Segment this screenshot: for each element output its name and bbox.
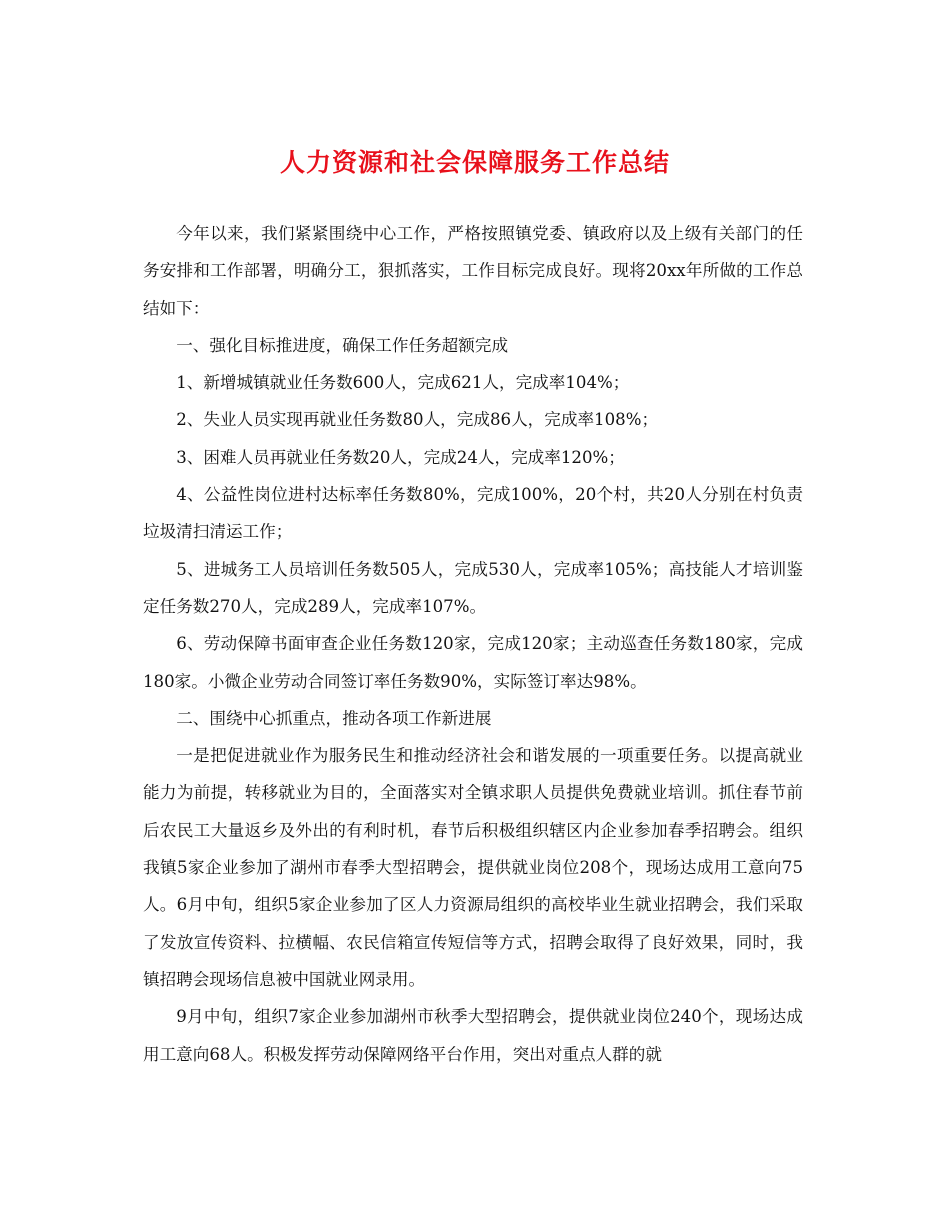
- document-body: [143, 215, 803, 1073]
- list-item-4: 4、公益性岗位进村达标率任务数80%，完成100%，20个村，共20人分别在村负责垃圾清扫清运工作；: [143, 485, 803, 542]
- paragraph-september: 9月中旬，组织7家企业参加湖州市秋季大型招聘会，提供就业岗位240个，现场达成用工意向68人。积极发挥劳动保障网络平台作用，突出对重点人群的就: [143, 1007, 803, 1064]
- list-item-3: 3、困难人员再就业任务数20人，完成24人，完成率120%；: [176, 447, 625, 467]
- paragraph-intro: 今年以来，我们紧紧围绕中心工作，严格按照镇党委、镇政府以及上级有关部门的任务安排和工作部署，明确分工，狠抓落实，工作目标完成良好。现将20xx年所做的工作总结如下：: [143, 224, 803, 318]
- document-title: 人力资源和社会保障服务工作总结: [279, 148, 670, 177]
- list-item-1: 1、新增城镇就业任务数600人，完成621人，完成率104%；: [176, 373, 630, 393]
- paragraph-employment: 一是把促进就业作为服务民生和推动经济社会和谐发展的一项重要任务。以提高就业能力为前提，转移就业为目的，全面落实对全镇求职人员提供免费就业培训。抓住春节前后农民工大量返乡及外出的有利时机，春节后积极组织辖区内企业参加春季招聘会。组织我镇5家企业参加了湖州市春季大型招聘会，提供就业岗位208个，现场达成用工意向75人。6月中旬，组织5家企业参加了区人力资源局组织的高校毕业生就业招聘会，我们采取了发放宣传资料、拉横幅、农民信箱宣传短信等方式，招聘会取得了良好效果，同时，我镇招聘会现场信息被中国就业网录用。: [143, 746, 803, 989]
- list-item-6: 6、劳动保障书面审查企业任务数120家，完成120家；主动巡查任务数180家，完成180家。小微企业劳动合同签订率任务数90%，实际签订率达98%。: [143, 634, 803, 691]
- list-item-2: 2、失业人员实现再就业任务数80人，完成86人，完成率108%；: [176, 410, 659, 430]
- section-heading-2: 二、围绕中心抓重点，推动各项工作新进展: [176, 708, 492, 728]
- list-item-5: 5、进城务工人员培训任务数505人，完成530人，完成率105%；高技能人才培训鉴定任务数270人，完成289人，完成率107%。: [143, 559, 803, 616]
- section-heading-1: 一、强化目标推进度，确保工作任务超额完成: [176, 335, 509, 355]
